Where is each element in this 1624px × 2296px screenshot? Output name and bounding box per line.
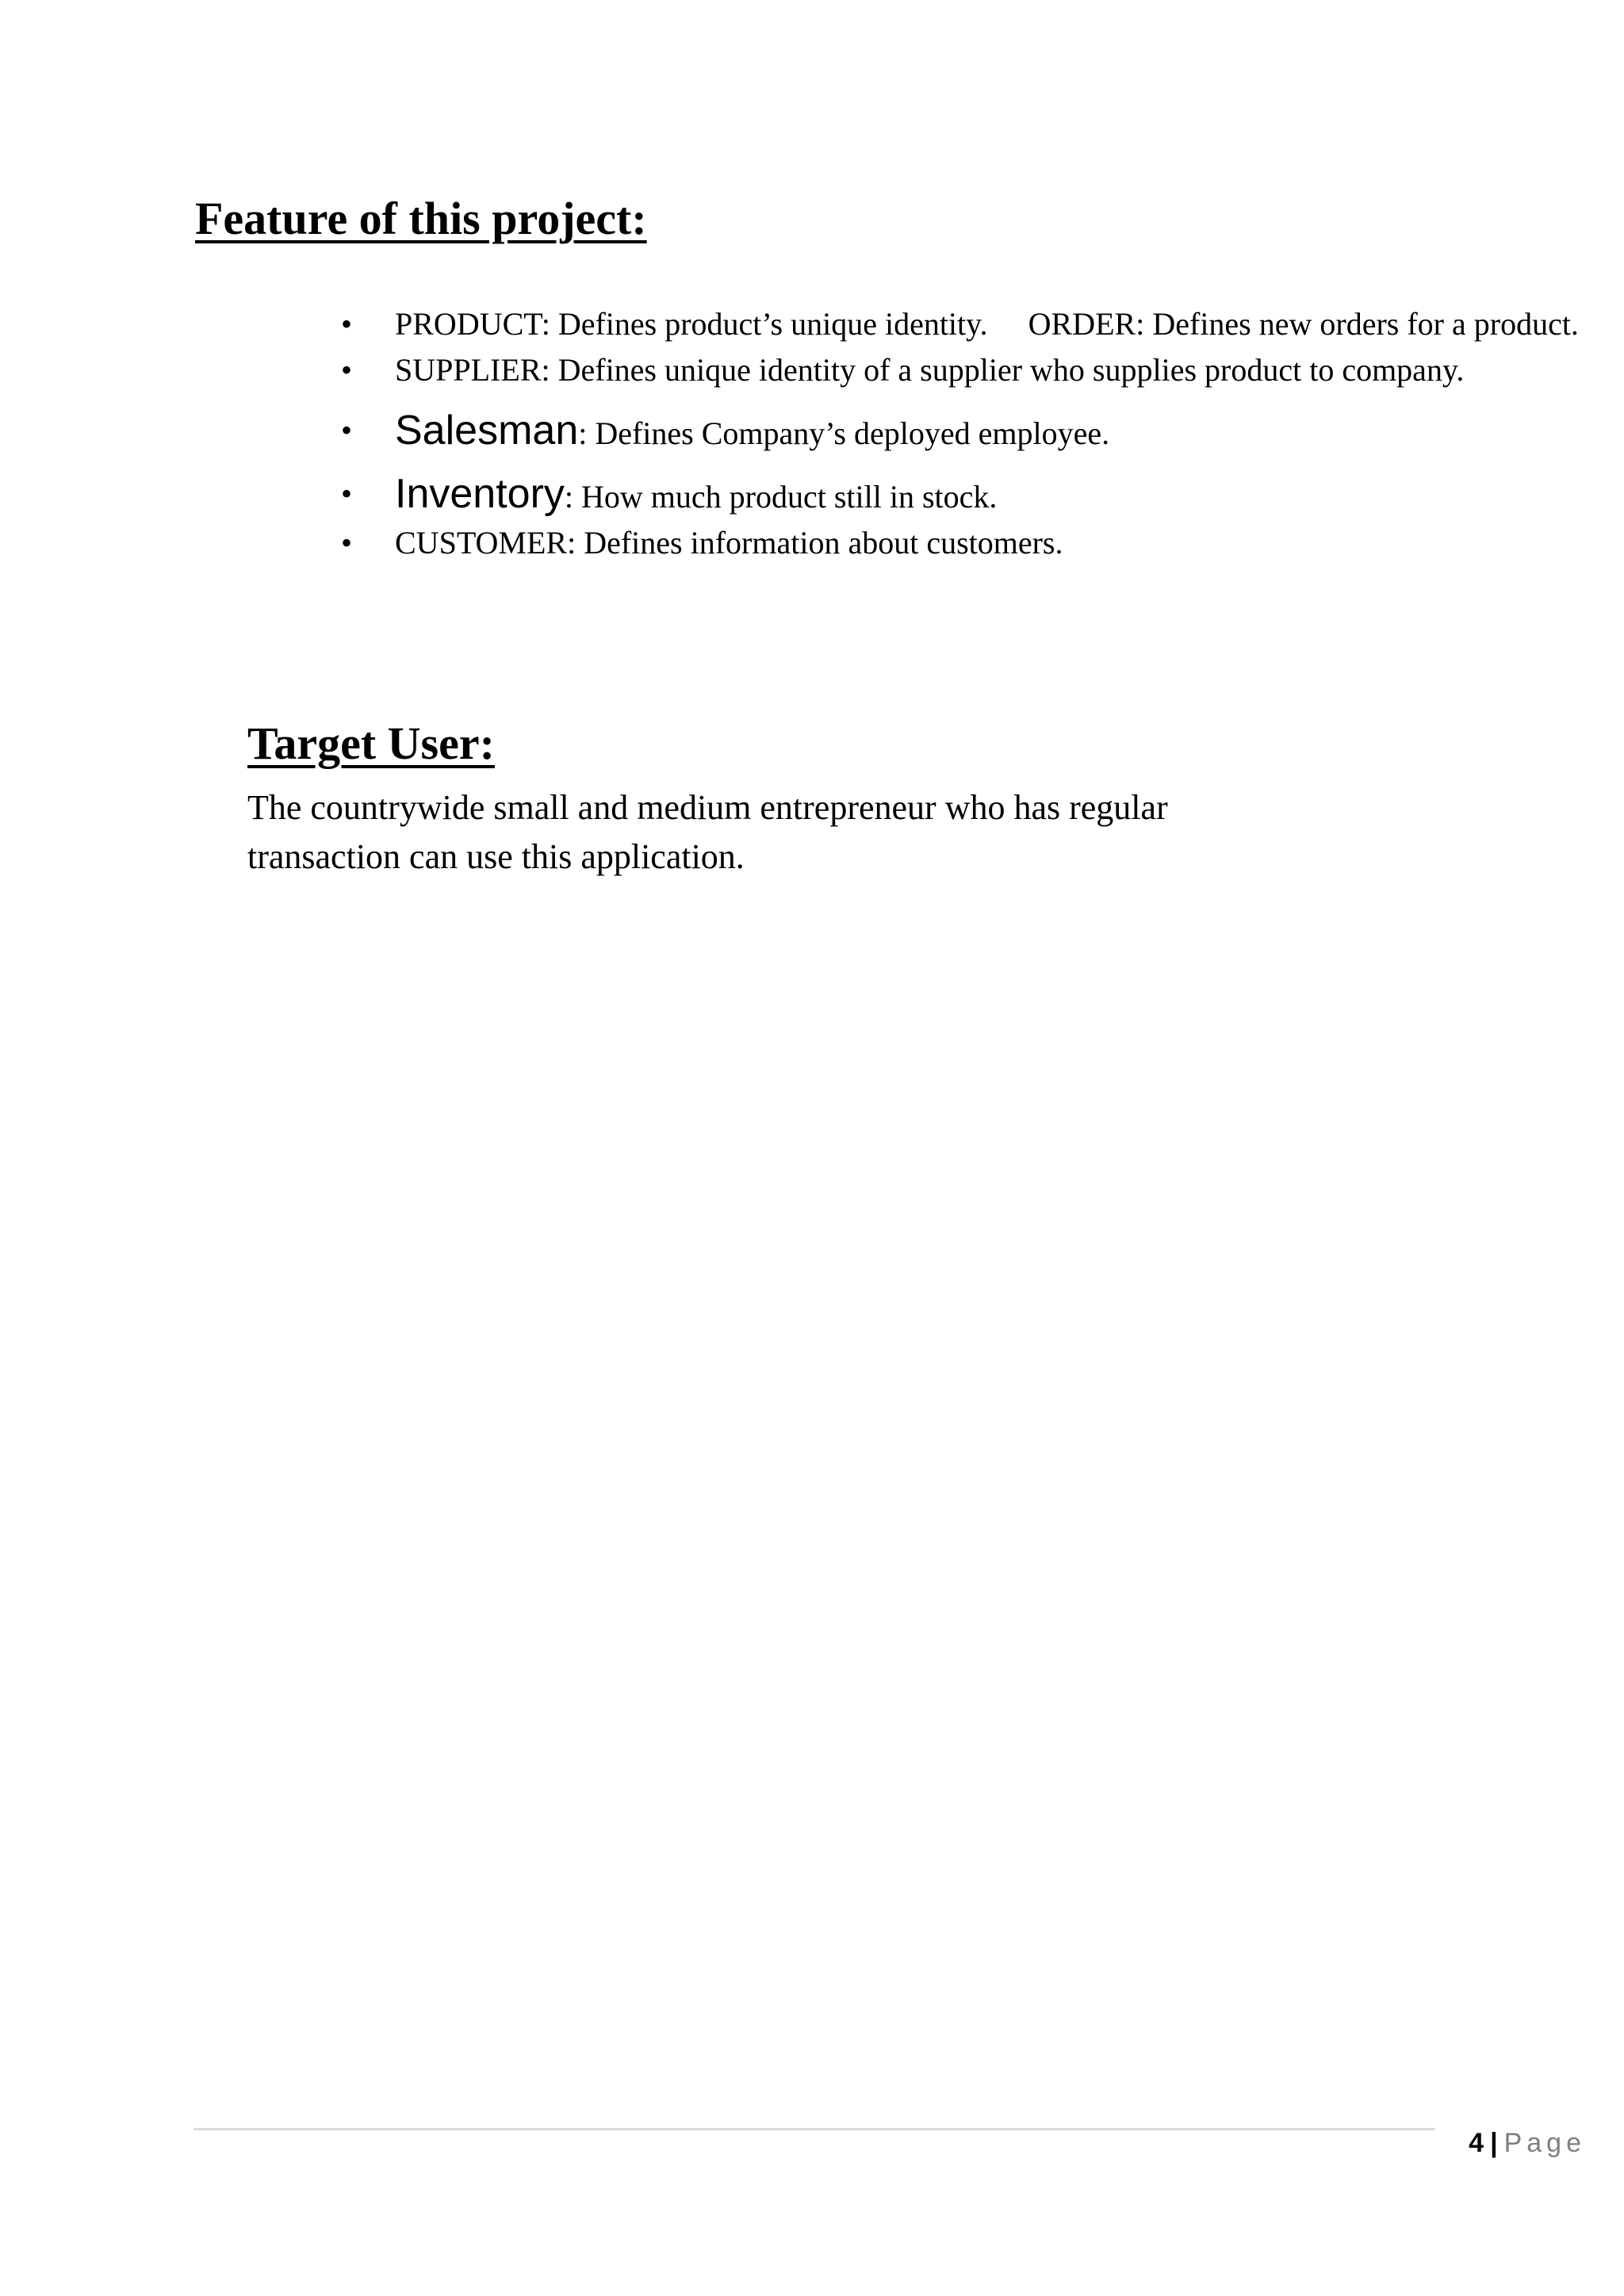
- bullet-icon: •: [341, 476, 353, 511]
- bullet-icon: •: [341, 306, 353, 342]
- feature-item-product-order: [341, 301, 1610, 347]
- target-user-text: The countrywide small and medium entrepreneur who has regular transaction can use this application.: [247, 788, 1168, 876]
- features-list: [341, 301, 1610, 566]
- bullet-icon: •: [341, 352, 353, 388]
- feature-term: Salesman: [395, 408, 579, 453]
- page-number: 4: [1469, 2128, 1484, 2158]
- feature-text: SUPPLIER: Defines unique identity of a supplier who supplies product to company.: [395, 352, 1465, 388]
- page-footer: [1469, 2125, 1586, 2161]
- feature-text: : How much product still in stock.: [564, 479, 998, 515]
- page-separator: |: [1490, 2128, 1498, 2158]
- footer-divider: [193, 2128, 1435, 2130]
- feature-item-salesman: [341, 408, 1610, 457]
- bullet-icon: •: [341, 525, 353, 561]
- feature-item-customer: [341, 520, 1610, 566]
- features-heading: Feature of this project:: [195, 193, 647, 244]
- target-user-heading: Target User:: [247, 718, 495, 769]
- feature-text: : Defines Company’s deployed employee.: [578, 415, 1110, 451]
- feature-item-supplier: [341, 347, 1610, 393]
- bullet-icon: •: [341, 412, 353, 448]
- feature-text: PRODUCT: Defines product’s unique identity. ORDER: Defines new orders for a product.: [395, 306, 1546, 342]
- feature-item-inventory: [341, 471, 1610, 520]
- feature-term: Inventory: [395, 471, 565, 517]
- page-label: Page: [1503, 2128, 1586, 2158]
- feature-text: CUSTOMER: Defines information about customers.: [395, 525, 1063, 561]
